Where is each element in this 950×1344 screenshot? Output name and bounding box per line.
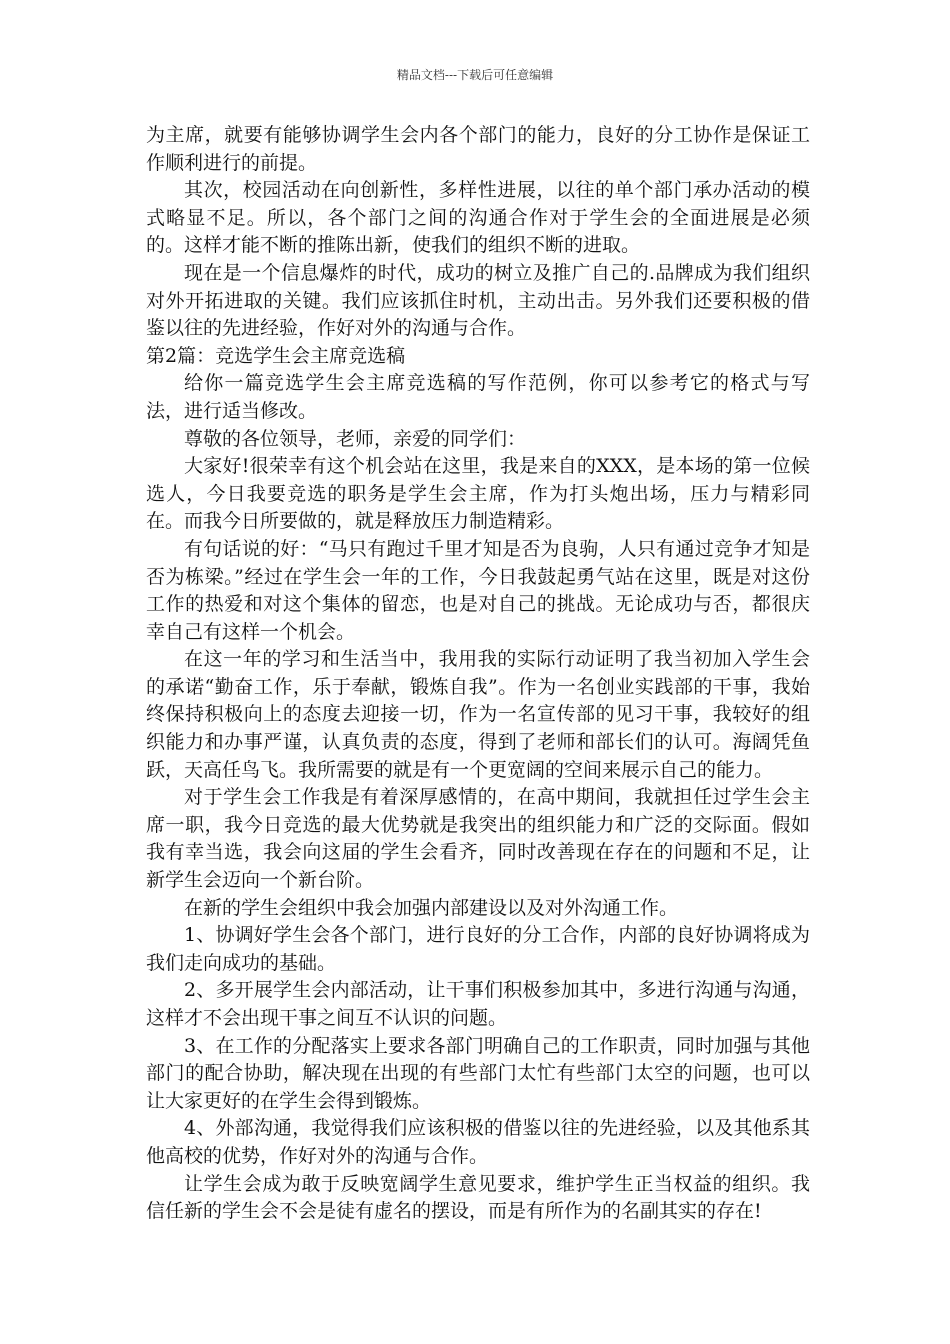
paragraph-intro: 给你一篇竞选学生会主席竞选稿的写作范例，你可以参考它的格式与写法，进行适当修改。 <box>146 372 810 422</box>
paragraph-1: 为主席，就要有能够协调学生会内各个部门的能力，良好的分工协作是保证工作顺利进行的前提。 <box>146 124 810 174</box>
page-header: 精品文档---下载后可任意编辑 <box>396 68 554 82</box>
document-body <box>146 122 810 1226</box>
paragraph-2: 其次，校园活动在向创新性，多样性进展，以往的单个部门承办活动的模式略显不足。所以，各个部门之间的沟通合作对于学生会的全面进展是必须的。这样才能不断的推陈出新，使我们的组织不断的进取。 <box>146 179 810 257</box>
paragraph-saying: 有句话说的好：“马只有跑过千里才知是否为良驹，人只有通过竞争才知是否为栋梁。”经过在学生会一年的工作，今日我鼓起勇气站在这里，既是对这份工作的热爱和对这个集体的留恋，也是对自己的挑战。无论成功与否，都很庆幸自己有这样一个机会。 <box>146 537 810 643</box>
list-item-2: 2、多开展学生会内部活动，让干事们积极参加其中，多进行沟通与沟通，这样才不会出现干事之间互不认识的问题。 <box>146 979 810 1029</box>
paragraph-3: 现在是一个信息爆炸的时代，成功的树立及推广自己的.品牌成为我们组织对外开拓进取的关键。我们应该抓住时机，主动出击。另外我们还要积极的借鉴以往的先进经验，作好对外的沟通与合作。 <box>146 261 810 340</box>
paragraph-salutation: 尊敬的各位领导，老师，亲爱的同学们： <box>184 427 527 450</box>
section-heading: 第2篇：竞选学生会主席竞选稿 <box>146 344 406 367</box>
paragraph-advantage: 对于学生会工作我是有着深厚感情的，在高中期间，我就担任过学生会主席一职，我今日竞选的最大优势就是我突出的组织能力和广泛的交际面。假如我有幸当选，我会向这届的学生会看齐，同时改善现在存在的问题和不足，让新学生会迈向一个新台阶。 <box>146 786 810 892</box>
paragraph-plan: 在新的学生会组织中我会加强内部建设以及对外沟通工作。 <box>184 896 679 919</box>
list-item-3: 3、在工作的分配落实上要求各部门明确自己的工作职责，同时加强与其他部门的配合协助，解决现在出现的有些部门太忙有些部门太空的问题，也可以让大家更好的在学生会得到锻炼。 <box>146 1034 810 1112</box>
list-item-1: 1、协调好学生会各个部门，进行良好的分工合作，内部的良好协调将成为我们走向成功的基础。 <box>146 924 810 974</box>
paragraph-closing: 让学生会成为敢于反映宽阔学生意见要求，维护学生正当权益的组织。我信任新的学生会不会是徒有虚名的摆设，而是有所作为的名副其实的存在! <box>146 1172 810 1223</box>
list-item-4: 4、外部沟通，我觉得我们应该积极的借鉴以往的先进经验，以及其他系其他高校的优势，作好对外的沟通与合作。 <box>146 1117 810 1167</box>
paragraph-greeting: 大家好!很荣幸有这个机会站在这里，我是来自的XXX，是本场的第一位候选人，今日我要竞选的职务是学生会主席，作为打头炮出场，压力与精彩同在。而我今日所要做的，就是释放压力制造精彩。 <box>146 455 810 533</box>
paragraph-experience: 在这一年的学习和生活当中，我用我的实际行动证明了我当初加入学生会的承诺“勤奋工作，乐于奉献，锻炼自我”。作为一名创业实践部的干事，我始终保持积极向上的态度去迎接一切，作为一名宣传部的见习干事，我较好的组织能力和办事严谨，认真负责的态度，得到了老师和部长们的认可。海阔凭鱼跃，天高任鸟飞。我所需要的就是有一个更宽阔的空间来展示自己的能力。 <box>146 648 810 781</box>
